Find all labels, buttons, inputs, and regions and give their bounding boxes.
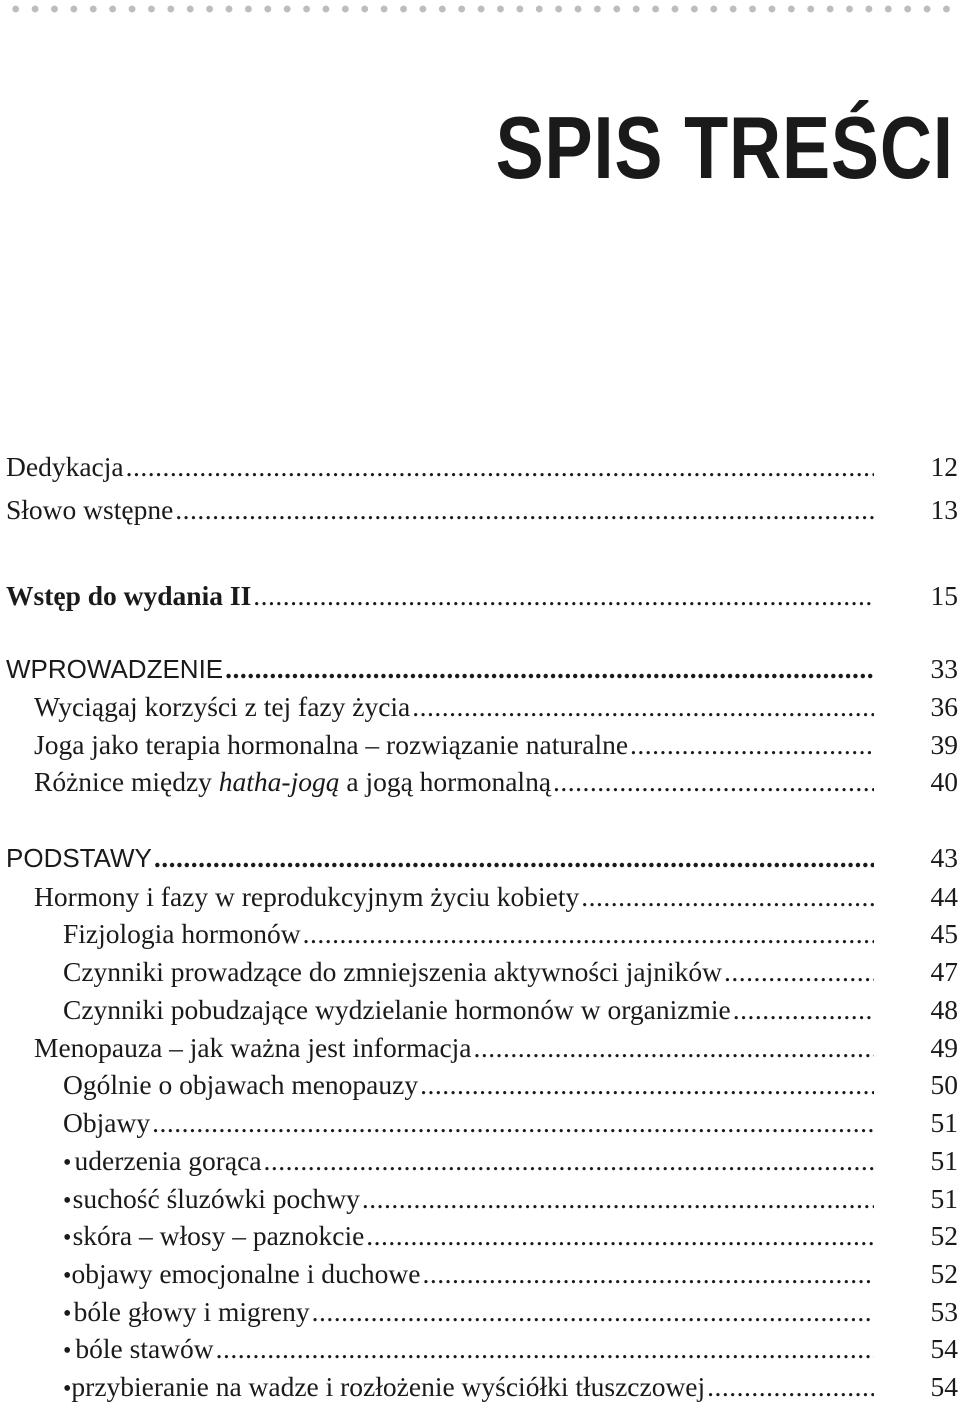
toc-entry-title: Hormony i fazy w reprodukcyjnym życiu kobiety: [34, 881, 580, 912]
toc-page-number: 33: [930, 653, 958, 684]
bullet-icon: •: [63, 1263, 72, 1289]
toc-entry-bole-glowy[interactable]: [0, 1294, 960, 1330]
toc-entry-objawy[interactable]: [0, 1105, 960, 1141]
toc-page-number: 44: [930, 881, 958, 912]
dot-leader: [553, 764, 874, 800]
dot-leader: [724, 954, 874, 990]
toc-page-number: 51: [930, 1183, 958, 1214]
toc-page-number: 40: [930, 766, 958, 797]
toc-entry-skora-wlosy[interactable]: [0, 1218, 960, 1254]
dot-leader: [630, 727, 874, 763]
dot-leader: [312, 1294, 874, 1330]
toc-entry-title: uderzenia gorąca: [74, 1145, 262, 1176]
toc-entry-joga-jako-terapia[interactable]: [0, 727, 960, 763]
toc-page-number: 48: [930, 994, 958, 1025]
toc-page-number: 53: [930, 1296, 958, 1327]
dot-leader: [126, 449, 874, 485]
dot-leader: [216, 1331, 874, 1367]
dot-leader: [253, 578, 874, 614]
toc-entry-dedykacja[interactable]: [0, 449, 960, 485]
toc-entry-title-italic: hatha-jogą: [218, 766, 340, 797]
toc-entry-podstawy[interactable]: [0, 840, 960, 876]
toc-entry-suchosc-sluzowki[interactable]: [0, 1181, 960, 1217]
toc-page-number: 51: [930, 1145, 958, 1176]
toc-entry-title: Wyciągaj korzyści z tej fazy życia: [34, 691, 411, 722]
dot-leader: [362, 1181, 874, 1217]
toc-entry-menopauza[interactable]: [0, 1030, 960, 1066]
dot-leader: [366, 1218, 874, 1254]
toc-entry-title: Joga jako terapia hormonalna – rozwiązanie naturalne: [34, 729, 629, 760]
toc-entry-ogolnie-o-objawach[interactable]: [0, 1067, 960, 1103]
dot-leader: [225, 651, 874, 687]
toc-entry-title: skóra – włosy – paznokcie: [72, 1220, 365, 1251]
toc-page-number: 52: [930, 1258, 958, 1289]
toc-entry-title: Ogólnie o objawach menopauzy: [63, 1069, 419, 1100]
dot-leader: [303, 916, 874, 952]
toc-page-number: 36: [930, 691, 958, 722]
toc-entry-title: Fizjologia hormonów: [63, 918, 301, 949]
dot-leader: [154, 840, 874, 876]
toc-entry-uderzenia-goraca[interactable]: [0, 1143, 960, 1179]
toc-entry-wstep-do-wydania[interactable]: [0, 578, 960, 614]
toc-page-number: 52: [930, 1220, 958, 1251]
toc-entry-title: Objawy: [63, 1107, 151, 1138]
toc-page-number: 13: [930, 494, 958, 525]
dot-leader: [733, 992, 874, 1028]
toc-page-number: 15: [930, 580, 958, 611]
toc-page-number: 54: [930, 1371, 958, 1402]
toc-entry-title: WPROWADZENIE: [6, 654, 224, 684]
toc-page-number: 50: [930, 1069, 958, 1100]
toc-entry-hormony-i-fazy[interactable]: [0, 879, 960, 915]
bullet-icon: •: [63, 1150, 72, 1176]
toc-entry-title: przybieranie na wadze i rozłożenie wyściółki tłuszczowej: [71, 1371, 706, 1402]
decorative-dot-border: [6, 4, 960, 14]
dot-leader: [412, 689, 874, 725]
dot-leader: [707, 1369, 874, 1405]
toc-entry-slowo-wstepne[interactable]: [0, 492, 960, 528]
toc-page-number: 12: [930, 451, 958, 482]
toc-page-number: 43: [930, 842, 958, 873]
toc-entry-wyciagaj-korzysci[interactable]: [0, 689, 960, 725]
dot-leader: [474, 1030, 874, 1066]
toc-page-number: 47: [930, 956, 958, 987]
toc-entry-title: Dedykacja: [6, 451, 124, 482]
toc-entry-title: Wstęp do wydania II: [6, 580, 252, 611]
toc-page-number: 54: [930, 1333, 958, 1364]
toc-page-number: 51: [930, 1107, 958, 1138]
toc-entry-title: bóle stawów: [75, 1333, 214, 1364]
toc-entry-title-part: a jogą hormonalną: [339, 766, 552, 797]
toc-entry-bole-stawow[interactable]: [0, 1331, 960, 1367]
toc-entry-wprowadzenie[interactable]: [0, 651, 960, 687]
toc-entry-fizjologia-hormonow[interactable]: [0, 916, 960, 952]
toc-page-number: 49: [930, 1032, 958, 1063]
toc-entry-title: Czynniki prowadzące do zmniejszenia aktywności jajników: [63, 956, 723, 987]
bullet-icon: •: [63, 1376, 72, 1402]
toc-page-number: 45: [930, 918, 958, 949]
toc-page-number: 39: [930, 729, 958, 760]
bullet-icon: •: [63, 1188, 72, 1214]
bullet-icon: •: [63, 1338, 72, 1364]
toc-entry-title: Słowo wstępne: [6, 494, 174, 525]
toc-entry-title: PODSTAWY: [6, 843, 152, 873]
dot-leader: [264, 1143, 874, 1179]
toc-entry-title: Czynniki pobudzające wydzielanie hormonów w organizmie: [63, 994, 731, 1025]
bullet-icon: •: [63, 1225, 72, 1251]
toc-entry-title: suchość śluzówki pochwy: [72, 1183, 360, 1214]
toc-entry-roznice-miedzy[interactable]: [0, 764, 960, 800]
toc-entry-czynniki-prowadzace[interactable]: [0, 954, 960, 990]
dot-leader: [581, 879, 874, 915]
dot-leader: [423, 1256, 875, 1292]
toc-entry-title: bóle głowy i migreny: [73, 1296, 310, 1327]
toc-entry-title: objawy emocjonalne i duchowe: [71, 1258, 421, 1289]
toc-entry-czynniki-pobudzajace[interactable]: [0, 992, 960, 1028]
dot-leader: [420, 1067, 874, 1103]
dot-leader: [175, 492, 874, 528]
toc-entry-przybieranie-na-wadze[interactable]: [0, 1369, 960, 1405]
toc-entry-title: Menopauza – jak ważna jest informacja: [34, 1032, 472, 1063]
page-title: SPIS TREŚCI: [495, 98, 954, 197]
toc-entry-objawy-emocjonalne[interactable]: [0, 1256, 960, 1292]
dot-leader: [152, 1105, 874, 1141]
toc-entry-title: [34, 764, 553, 800]
bullet-icon: •: [63, 1301, 72, 1327]
toc-entry-title-part: Różnice między: [34, 766, 219, 797]
